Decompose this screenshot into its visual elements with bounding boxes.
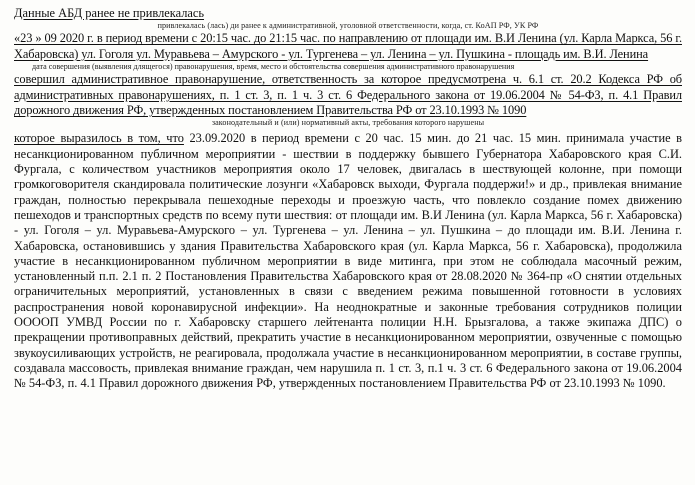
offense-description xyxy=(14,131,682,391)
document-body xyxy=(14,6,682,391)
offense-article-line: совершил административное правонарушение, ответственность за которое предусмотрена ч. 6.1 ст. 20.2 Кодекса РФ об административных правонарушениях, п. 1 ст. 3, п. 1 ч. 3 ст. 6 Федерального закона от 19.06.2004 № 54-ФЗ, п. 4.1 Правил дорожного движения РФ, утвержденных постановлением Правительства РФ от 23.10.1993 № 1090 xyxy=(14,72,682,118)
offense-text: 23.09.2020 в период времени с 20 час. 15 мин. до 21 час. 15 мин. принимала участие в несанкционированном публичном мероприятии - шествии в поддержку бывшего Губернатора Хабаровского края С.И. Фургала, с количеством участников мероприятия около 17 человек, двигалась в шествующей колонне, при помощи громкоговорителя скандировала политические лозунги «Хабаровск выходи, Фургала поддержи!» и др., привлекая внимание граждан, полностью перекрывала пешеходные переходы и проезжую часть, что повлекло создание помех движению пешеходов и транспортных средств по всему пути шествия: от площади им. В.И Ленина (ул. Карла Маркса, 56 г. Хабаровска) - ул. Гоголя – ул. Муравьева-Амурского – ул. Тургенева – ул. Ленина – ул. Пушкина – до площади им. В.И. Ленина г. Хабаровска, остановившись у здания Правительства Хабаровского края (ул. Карла Маркса, 56 г. Хабаровска), продолжила участие в несанкционированном публичном мероприятии в виде митинга, при этом не соблюдала масочный режим, установленный п.п. 2.1 п. 2 Постановления Правительства Хабаровского края от 28.08.2020 № 364-пр «О снятии отдельных ограничительных мероприятий, установленных в связи с введением режима повышенной готовности в условиях распространения новой коронавирусной инфекции». На неоднократные и законные требования сотрудников полиции ООООП УМВД России по г. Хабаровску старшего лейтенанта полиции Н.Н. Брызгалова, а также экипажа ДПС) о прекращении противоправных действий, прекратить участие в несанкционированном мероприятии, озвученные с помощью звукоусиливающих устройств, не реагировала, продолжала участие в несанкционированном мероприятии, в составе группы, создавала массовость, привлекая внимание граждан, чем нарушила п. 1 ст. 3, п.1 ч. 3 ст. 6 Федерального закона от 19.06.2004 № 54-ФЗ, п. 4.1 Правил дорожного движения РФ, утвержденных постановлением Правительства РФ от 23.10.1993 № 1090. xyxy=(14,131,682,391)
date-place-line: «23 » 09 2020 г. в период времени с 20:15 час. до 21:15 час. по направлению от площади им. В.И Ленина (ул. Карла Маркса, 56 г. Хабаровска) ул. Гоголя ул. Муравьева – Амурского - ул. Тургенева – ул. Ленина – ул. Пушкина - площадь им. В.И. Ленина xyxy=(14,31,682,61)
legal-act-caption: законодательный и (или) нормативный акты, требования которого нарушены xyxy=(211,118,485,128)
offense-lead-in: которое выразилось в том, что xyxy=(14,131,184,146)
prior-record-line: Данные АБД ранее не привлекалась xyxy=(14,6,205,20)
date-place-caption: дата совершения (выявления длящегося) правонарушения, время, место и обстоятельства совершения административного правонарушения xyxy=(32,62,515,72)
prior-record-caption: привлекалась (лась) ди ранее к административной, уголовной ответственности, когда, ст. КоАП РФ, УК РФ xyxy=(157,21,539,31)
